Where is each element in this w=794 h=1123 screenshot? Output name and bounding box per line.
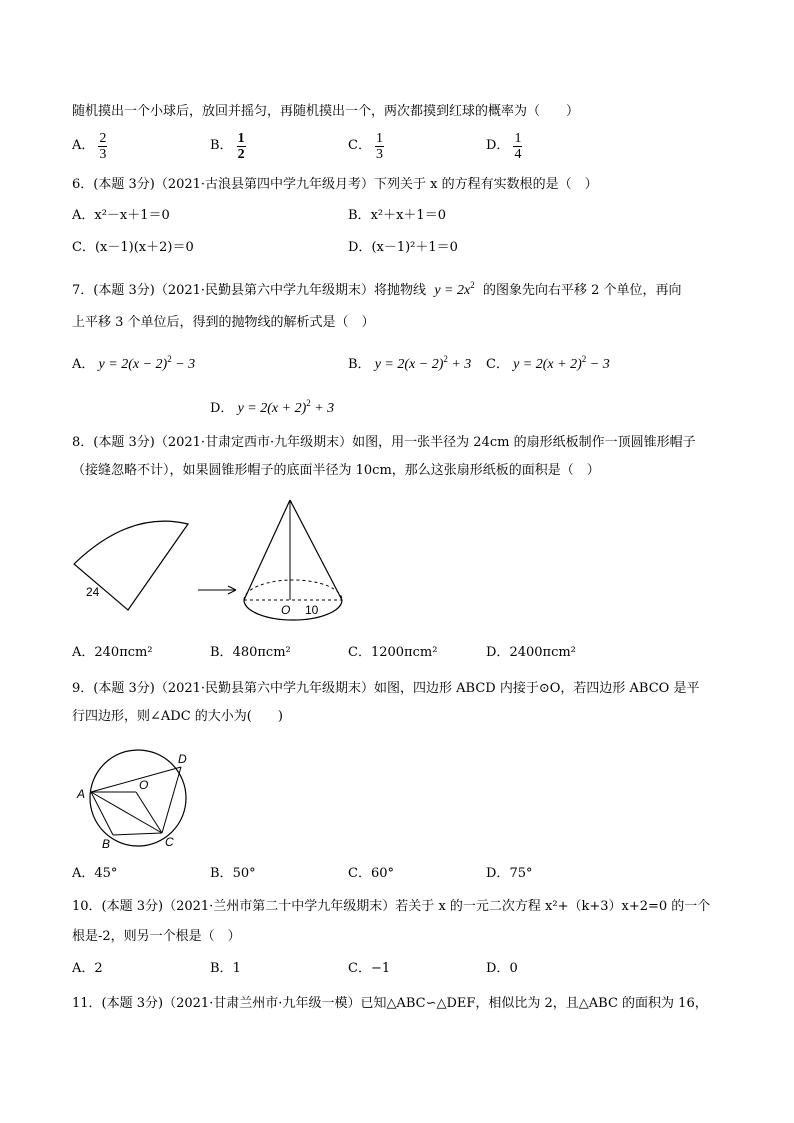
q7-equation: $y = 2x^2$	[434, 280, 475, 298]
q10-option-a[interactable]: A．2	[72, 961, 103, 976]
q9-option-a[interactable]: A．45°	[72, 866, 118, 881]
point-d-label: D	[178, 752, 187, 766]
q10-stem-line2: 根是-2，则另一个根是（ ）	[72, 929, 241, 944]
q6-stem: 6．(本题 3分)（2021·古浪县第四中学九年级月考）下列关于 x 的方程有实数根的是（ ）	[72, 177, 598, 192]
q6-option-c[interactable]: C．(x－1)(x＋2)＝0	[72, 240, 194, 255]
q9-option-d[interactable]: D．75°	[486, 866, 533, 881]
q9-option-c[interactable]: C．60°	[348, 866, 394, 881]
cone-left-edge	[244, 500, 290, 600]
q8-stem: 8．(本题 3分)（2021·甘肃定西市·九年级期末）如图，用一张半径为 24cm 的扇形纸板制作一顶圆锥形帽子	[72, 435, 696, 450]
edge-cd	[162, 767, 181, 833]
sector-radius-label: 24	[86, 585, 100, 599]
point-b-label: B	[102, 837, 111, 851]
cone-right-edge	[290, 500, 342, 600]
q8-figure	[60, 490, 360, 655]
cone-center-label: O	[281, 603, 291, 617]
q11-stem: 11．(本题 3分)（2021·甘肃兰州市·九年级一模）已知△ABC∽△DEF，相似比为 2，且△ABC 的面积为 16，	[72, 996, 708, 1011]
q10-stem: 10．(本题 3分)（2021·兰州市第二十中学九年级期末）若关于 x 的一元二次方程 x²+（k+3）x+2=0 的一个	[72, 899, 711, 914]
q6-option-d[interactable]: D．(x－1)²＋1＝0	[348, 240, 458, 255]
edge-oc	[136, 792, 162, 833]
q7-option-b[interactable]: B． $y = 2(x - 2)^2 + 3$	[348, 354, 472, 372]
q5-stem: 随机摸出一个小球后，放回并摇匀，再随机摸出一个，两次都摸到红球的概率为（ ）	[72, 104, 580, 119]
fraction: $\frac{2}{3}$	[99, 130, 107, 162]
q10-option-d[interactable]: D．0	[486, 961, 518, 976]
q8-option-b[interactable]: B．480πcm²	[210, 645, 291, 660]
q8-option-a[interactable]: A．240πcm²	[72, 645, 153, 660]
fraction: $\frac{1}{3}$	[375, 130, 383, 162]
q10-option-c[interactable]: C．−1	[348, 961, 391, 976]
q5-option-d[interactable]: D． $\frac{1}{4}$	[486, 130, 522, 162]
point-c-label: C	[165, 835, 174, 849]
cone-radius-label: 10	[305, 603, 319, 617]
cone-base-front	[244, 600, 342, 620]
q8-option-c[interactable]: C．1200πcm²	[348, 645, 438, 660]
q6-option-b[interactable]: B．x²＋x＋1＝0	[348, 208, 446, 223]
q9-option-b[interactable]: B．50°	[210, 866, 256, 881]
q5-option-c[interactable]: C． $\frac{1}{3}$	[348, 130, 383, 162]
q9-stem: 9．(本题 3分)（2021·民勤县第六中学九年级期末）如图，四边形 ABCD 内接于⊙O，若四边形 ABCO 是平	[72, 681, 700, 696]
q10-option-b[interactable]: B．1	[210, 961, 241, 976]
fraction: $\frac{1}{2}$	[237, 130, 245, 162]
q5-option-a[interactable]: A． $\frac{2}{3}$	[72, 130, 107, 162]
q6-option-a[interactable]: A．x²－x＋1＝0	[72, 208, 170, 223]
point-a-label: A	[77, 787, 86, 801]
q7-option-c[interactable]: C． $y = 2(x + 2)^2 - 3$	[486, 354, 610, 372]
edge-bc	[113, 833, 162, 835]
cone-base-back	[244, 580, 342, 600]
q5-option-b[interactable]: B． $\frac{1}{2}$	[210, 130, 245, 162]
q9-figure	[72, 748, 202, 854]
fraction: $\frac{1}{4}$	[514, 130, 522, 162]
q7-option-d[interactable]: D． $y = 2(x + 2)^2 + 3$	[210, 398, 335, 416]
edge-da	[91, 767, 181, 792]
q9-stem-line2: 行四边形，则∠ADC 的大小为( )	[72, 709, 283, 724]
q7-stem-line2: 上平移 3 个单位后，得到的抛物线的解析式是（ ）	[72, 315, 375, 330]
q7-option-a[interactable]: A． $y = 2(x - 2)^2 - 3$	[72, 354, 196, 372]
q8-stem-line2: （接缝忽略不计），如果圆锥形帽子的底面半径为 10cm，那么这张扇形纸板的面积是（ ）	[72, 463, 600, 478]
q8-option-d[interactable]: D．2400πcm²	[486, 645, 576, 660]
q7-stem: 7．(本题 3分)（2021·民勤县第六中学九年级期末）将抛物线 $y = 2x^2$ 的图象先向右平移 2 个单位，再向	[72, 280, 682, 298]
point-o-label: O	[139, 778, 149, 792]
